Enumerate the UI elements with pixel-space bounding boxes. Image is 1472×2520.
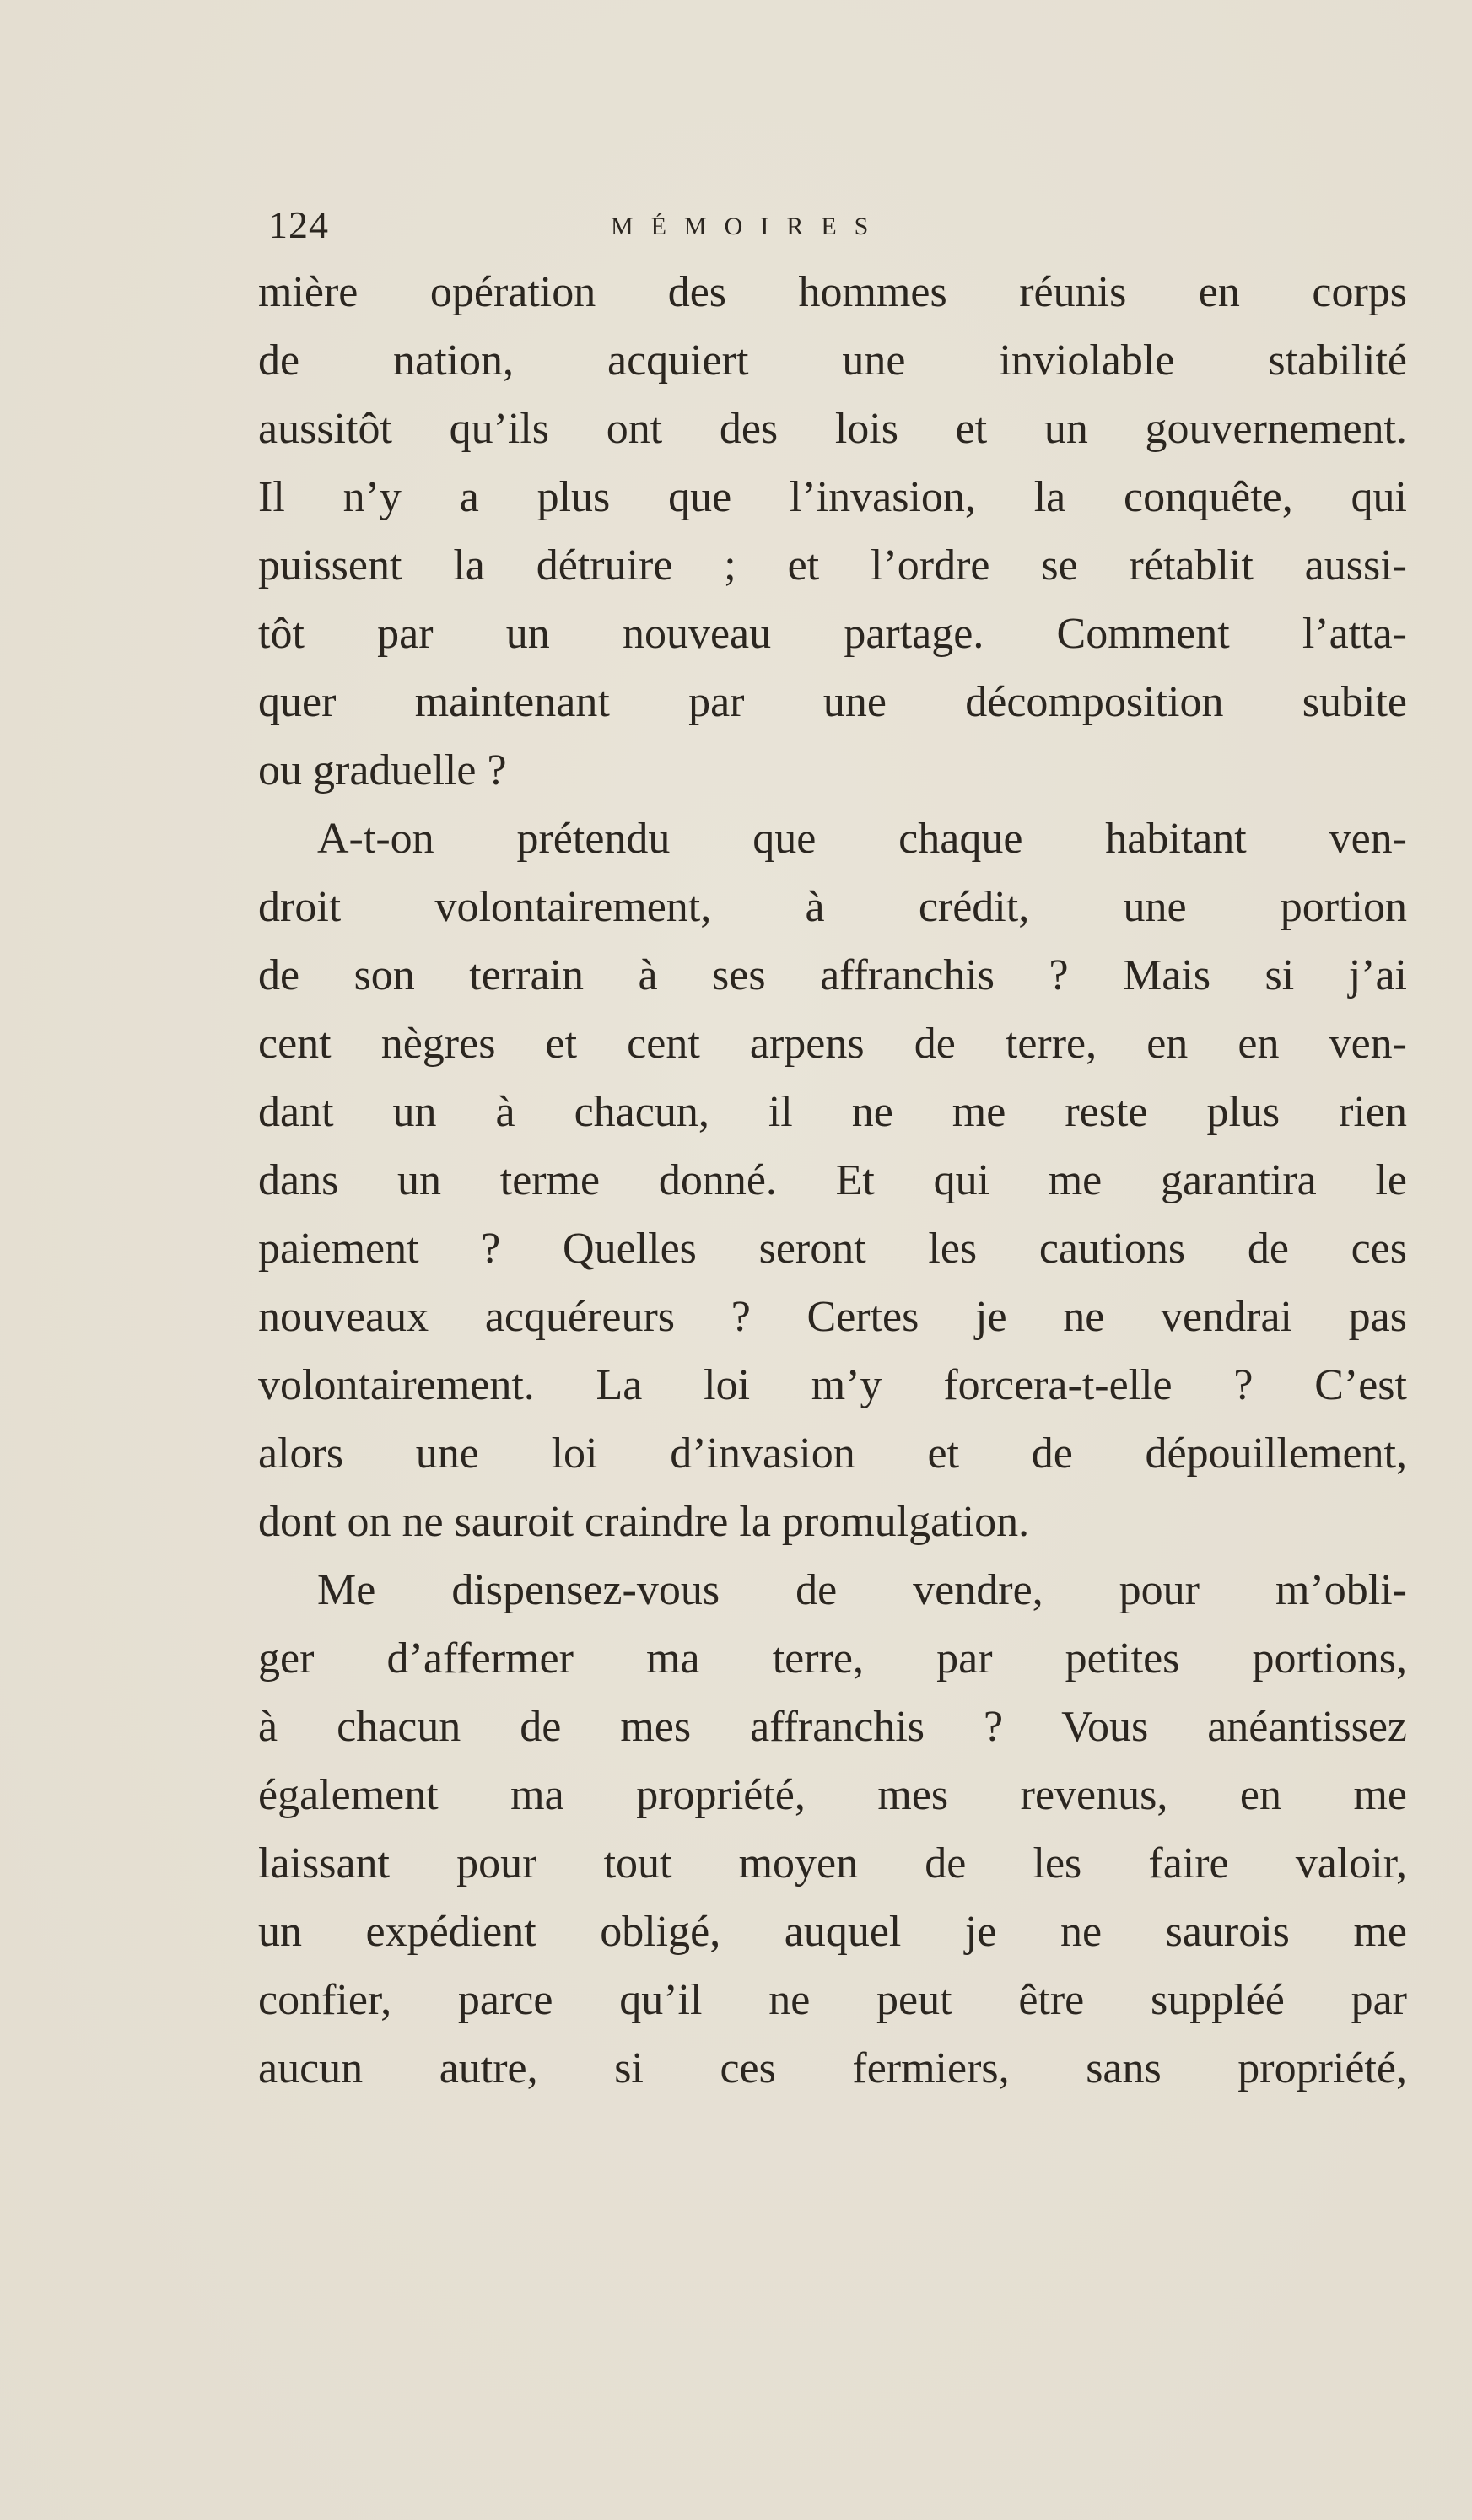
running-title: MÉMOIRES — [611, 213, 887, 240]
text-line: dans un terme donné. Et qui me garantira le — [258, 1156, 1407, 1204]
text-line: alors une loi d’invasion et de dépouillement, — [258, 1430, 1407, 1478]
text-line: ou graduelle ? — [258, 746, 507, 794]
running-head — [258, 199, 1407, 251]
text-line: droit volontairement, à crédit, une portion — [258, 883, 1407, 931]
text-line: nouveaux acquéreurs ? Certes je ne vendrai pas — [258, 1293, 1407, 1341]
text-line: aussitôt qu’ils ont des lois et un gouvernement. — [258, 405, 1407, 453]
text-line: laissant pour tout moyen de les faire valoir, — [258, 1839, 1407, 1887]
text-line: confier, parce qu’il ne peut être suppléé par — [258, 1976, 1407, 2024]
body-text — [258, 258, 1407, 2103]
text-line: un expédient obligé, auquel je ne saurois me — [258, 1908, 1407, 1956]
text-line: également ma propriété, mes revenus, en me — [258, 1771, 1407, 1819]
page-number: 124 — [268, 203, 329, 246]
text-line: à chacun de mes affranchis ? Vous anéantissez — [258, 1703, 1407, 1751]
text-line: A-t-on prétendu que chaque habitant ven- — [317, 815, 1407, 863]
text-line: Me dispensez-vous de vendre, pour m’obli- — [317, 1566, 1407, 1614]
text-line: aucun autre, si ces fermiers, sans propriété, — [258, 2044, 1407, 2092]
text-line: mière opération des hommes réunis en corps — [258, 268, 1407, 316]
text-line: dont on ne sauroit craindre la promulgation. — [258, 1498, 1030, 1546]
text-line: volontairement. La loi m’y forcera-t-elle ? C’est — [258, 1361, 1407, 1409]
text-line: puissent la détruire ; et l’ordre se rétablit aussi- — [258, 541, 1407, 590]
text-line: Il n’y a plus que l’invasion, la conquête, qui — [258, 473, 1407, 521]
text-block — [258, 199, 1407, 2103]
text-line: de son terrain à ses affranchis ? Mais si j’ai — [258, 951, 1407, 999]
text-line: de nation, acquiert une inviolable stabilité — [258, 337, 1407, 385]
text-line: quer maintenant par une décomposition subite — [258, 678, 1407, 726]
text-line: dant un à chacun, il ne me reste plus rien — [258, 1088, 1407, 1136]
text-line: paiement ? Quelles seront les cautions de ces — [258, 1225, 1407, 1273]
text-line: tôt par un nouveau partage. Comment l’atta- — [258, 610, 1407, 658]
text-line: ger d’affermer ma terre, par petites portions, — [258, 1634, 1407, 1683]
text-line: cent nègres et cent arpens de terre, en en ven- — [258, 1020, 1407, 1068]
